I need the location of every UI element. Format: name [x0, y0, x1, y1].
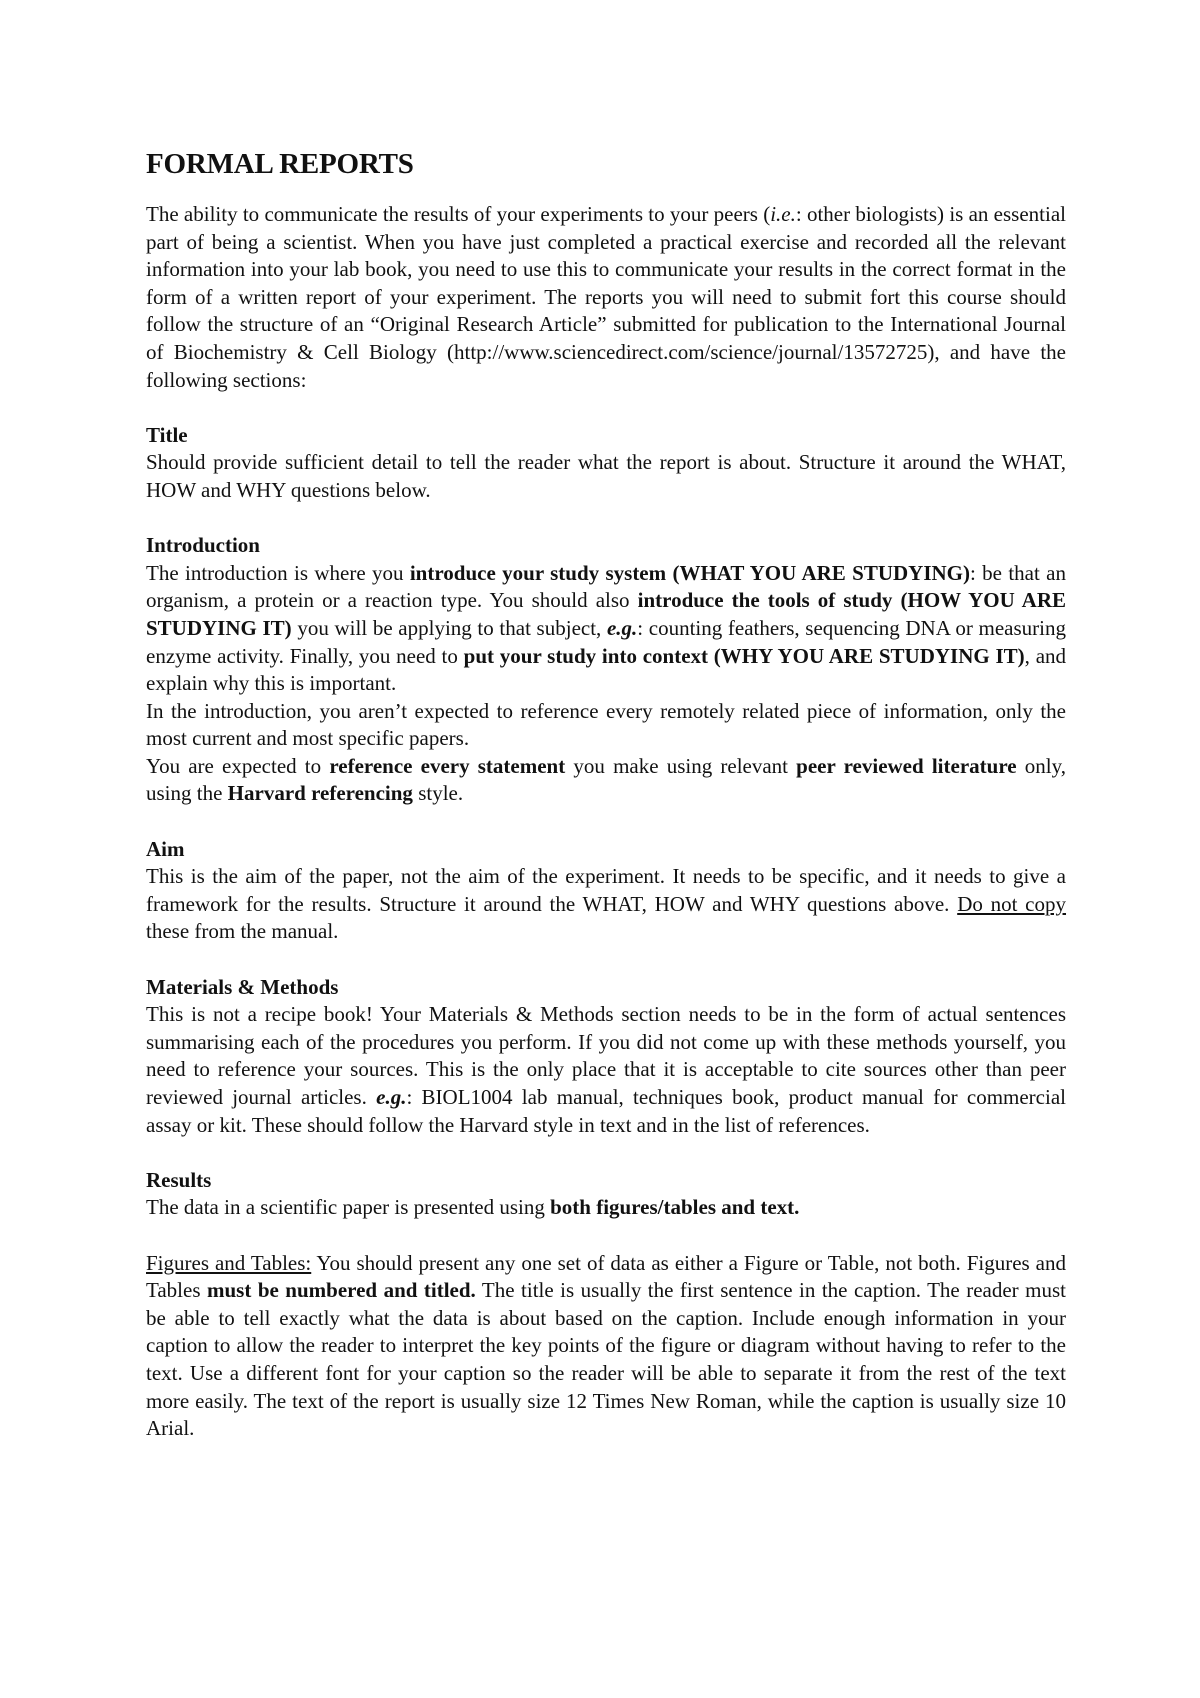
intro-text-2: : other biologists) is an essential part of being a scientist. When you have just completed a practical exercise and recorded all the relevant information into your lab book, you need to use this to communicate your results in the correct format in the form of a written report of your experiment. The reports you will need to submit fort this course should follow the structure of an “Original Research Article” submitted for publication to the International Journal of Biochemistry & Cell Biology (http://www.sciencedirect.com/science/journal/13572725), and have the following sections: [146, 202, 1066, 392]
text-run: style. [412, 781, 464, 806]
bold-run: Harvard referencing [227, 781, 413, 806]
title-heading: Title [146, 422, 188, 447]
aim-text [146, 863, 1066, 946]
bold-run: both figures/tables and text. [550, 1195, 800, 1220]
introduction-paragraph-3 [146, 753, 1066, 808]
text-run: you will be applying to that subject, [291, 615, 607, 640]
methods-text [146, 1001, 1066, 1139]
text-run: : BIOL1004 lab manual, techniques book, product manual for commercial assay or kit. These should follow the Harvard style in text and in the list of references. [146, 1085, 1066, 1137]
intro-text-1: The ability to communicate the results of your experiments to your peers ( [146, 202, 771, 226]
introduction-heading: Introduction [146, 533, 260, 558]
introduction-paragraph-1 [146, 560, 1066, 698]
text-run: you make using relevant [565, 753, 797, 778]
methods-section [146, 974, 1066, 1140]
figures-text [146, 1250, 1066, 1443]
underline-run: Do not copy [957, 891, 1067, 916]
aim-heading: Aim [146, 836, 185, 861]
introduction-section [146, 532, 1066, 808]
intro-ie: i.e. [770, 202, 796, 226]
text-run: This is the aim of the paper, not the aim of the experiment. It needs to be specific, and it needs to give a framework for the results. Structure it around the WHAT, HOW and WHY questions above. [146, 864, 1066, 916]
aim-section [146, 836, 1066, 946]
figures-section [146, 1250, 1066, 1443]
results-text [146, 1194, 1066, 1222]
text-run: You are expected to [146, 753, 330, 778]
introduction-paragraph-2: In the introduction, you aren’t expected to reference every remotely related piece of information, only the most current and most specific papers. [146, 698, 1066, 751]
text-run: : be that an organism, a protein or a reaction type. You should also [146, 560, 1067, 613]
results-section [146, 1167, 1066, 1222]
text-run: This is not a recipe book! Your Materials & Methods section needs to be in the form of actual sentences summarising each of the procedures you perform. If you did not come up with these methods yourself, you need to reference your sources. This is the only place that it is acceptable to cite sources other than peer reviewed journal articles. [146, 1002, 1066, 1109]
text-run: The title is usually the first sentence in the caption. The reader must be able to tell exactly what the data is about based on the caption. Include enough information in your caption to allow the reader to interpret the key points of the figure or diagram without having to refer to the text. Use a different font for your caption so the reader will be able to separate it from the rest of the text more easily. The text of the report is usually size 12 Times New Roman, while the caption is usually size 10 Arial. [146, 1278, 1066, 1441]
bold-run: introduce the tools of study (HOW YOU ARE STUDYING IT) [146, 588, 1067, 640]
text-run: : counting feathers, sequencing DNA or measuring enzyme activity. Finally, you need to [146, 615, 1067, 668]
intro-section [146, 201, 1066, 394]
bold-run: must be numbered and titled. [207, 1278, 476, 1303]
text-run: The introduction is where you [146, 560, 410, 585]
title-text: Should provide sufficient detail to tell the reader what the report is about. Structure it around the WHAT, HOW and WHY questions below. [146, 450, 1066, 502]
figures-label: Figures and Tables: [146, 1250, 312, 1275]
bold-run: reference every statement [329, 753, 566, 778]
methods-heading: Materials & Methods [146, 974, 339, 999]
text-run: , and explain why this is important. [146, 643, 1067, 696]
text-run: The data in a scientific paper is presented using [146, 1195, 551, 1220]
eg-run: e.g. [376, 1085, 407, 1109]
text-run: You should present any one set of data as either a Figure or Table, not both. Figures and Tables [146, 1250, 1066, 1303]
text-run: only, using the [146, 753, 1066, 806]
bold-run: peer reviewed literature [796, 753, 1017, 778]
bold-run: introduce your study system (WHAT YOU ARE STUDYING) [409, 560, 970, 585]
intro-paragraph [146, 201, 1066, 394]
results-heading: Results [146, 1167, 212, 1192]
document-page [146, 147, 1066, 1470]
eg-run: e.g. [606, 615, 638, 640]
bold-run: put your study into context (WHY YOU ARE STUDYING IT) [463, 643, 1025, 668]
page-title: FORMAL REPORTS [146, 148, 414, 180]
text-run: these from the manual. [146, 919, 339, 944]
title-section [146, 422, 1066, 505]
